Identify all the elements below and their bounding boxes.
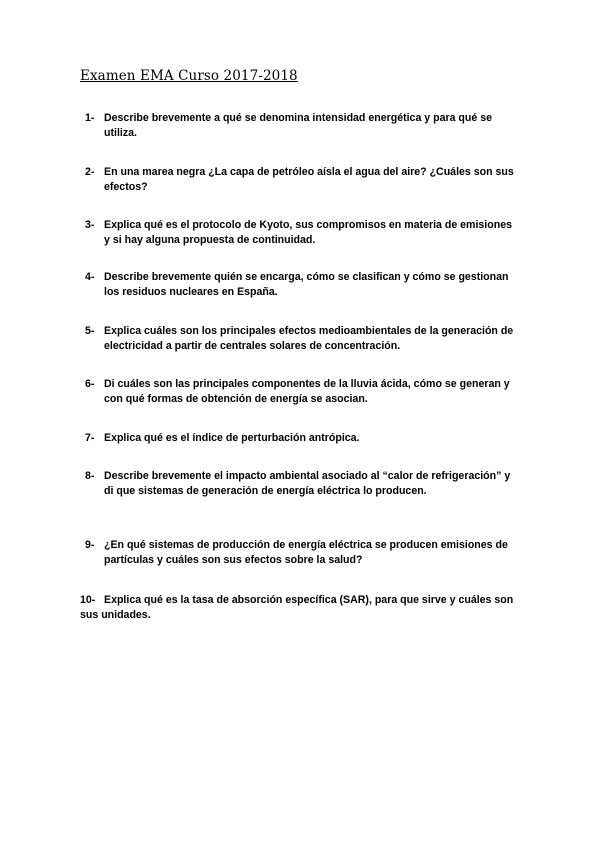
question-number: 1- [85,112,95,124]
question-item [80,324,520,354]
question-item [80,218,520,248]
question-text: Explica qué es la tasa de absorción específica (SAR), para que sirve y cuáles son sus unidades. [80,594,514,621]
question-number: 2- [85,166,95,178]
question-item [80,165,520,195]
question-number: 8- [85,470,95,482]
question-number: 3- [85,219,95,231]
exam-title: Examen EMA Curso 2017-2018 [80,68,298,84]
question-item [80,377,520,407]
question-item [80,270,520,300]
question-item [80,469,520,499]
question-item [80,111,520,141]
question-text: Describe brevemente el impacto ambiental asociado al “calor de refrigeración” y di que sistemas de generación de energía eléctrica lo producen. [104,470,511,497]
question-text: Explica qué es el protocolo de Kyoto, sus compromisos en materia de emisiones y si hay alguna propuesta de continuidad. [104,219,512,246]
question-number: 7- [85,432,95,444]
question-text: Di cuáles son las principales componentes de la lluvia ácida, cómo se generan y con qué formas de obtención de energía se asocian. [104,378,510,405]
question-text: Explica cuáles son los principales efectos medioambientales de la generación de electricidad a partir de centrales solares de concentración. [104,325,514,352]
question-item [80,431,520,446]
question-text: ¿En qué sistemas de producción de energía eléctrica se producen emisiones de partículas y cuáles son sus efectos sobre la salud? [104,539,508,566]
question-number: 6- [85,378,95,390]
question-number: 4- [85,271,95,283]
question-number: 5- [85,325,95,337]
question-text: Describe brevemente quién se encarga, cómo se clasifican y cómo se gestionan los residuos nucleares en España. [104,271,509,298]
question-number: 10- [80,594,96,606]
question-item [80,593,520,623]
question-number: 9- [85,539,95,551]
question-text: En una marea negra ¿La capa de petróleo aísla el agua del aire? ¿Cuáles son sus efectos? [104,166,514,193]
question-text: Explica qué es el índice de perturbación antrópica. [104,432,360,444]
question-item [80,538,520,568]
question-text: Describe brevemente a qué se denomina intensidad energética y para qué se utiliza. [104,112,492,139]
